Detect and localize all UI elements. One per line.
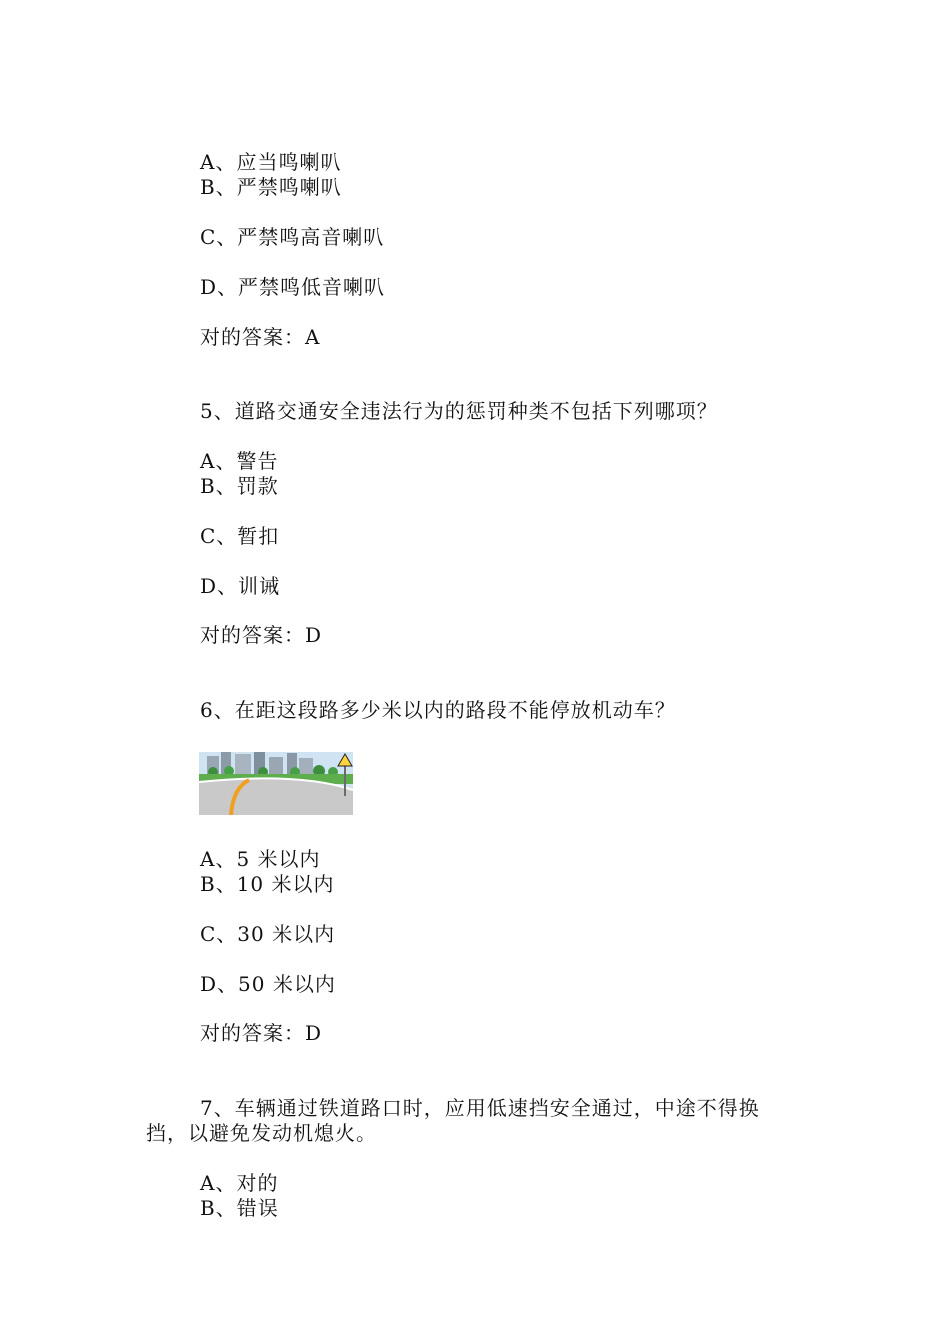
q7-question-line1: 7、车辆通过铁道路口时，应用低速挡安全通过，中途不得换 (200, 1096, 760, 1120)
q4-option-a: A、应当鸣喇叭 (200, 150, 342, 174)
q4-answer: 对的答案：A (200, 325, 321, 349)
q5-option-a: A、警告 (200, 449, 279, 473)
q6-answer: 对的答案：D (200, 1021, 323, 1045)
q5-option-c: C、暂扣 (200, 524, 280, 548)
q7-option-b: B、错误 (200, 1196, 279, 1220)
q6-option-b: B、10 米以内 (200, 872, 335, 896)
q4-option-b: B、严禁鸣喇叭 (200, 175, 342, 199)
q6-option-c: C、30 米以内 (200, 922, 336, 946)
q6-question: 6、在距这段路多少米以内的路段不能停放机动车？ (200, 698, 676, 722)
curved-road-image (199, 752, 353, 815)
q5-option-d: D、训诫 (200, 574, 281, 598)
q4-option-c: C、严禁鸣高音喇叭 (200, 225, 385, 249)
q7-option-a: A、对的 (200, 1171, 279, 1195)
q5-question: 5、道路交通安全违法行为的惩罚种类不包括下列哪项？ (200, 399, 718, 423)
q6-option-a: A、5 米以内 (200, 847, 321, 871)
q5-answer: 对的答案：D (200, 623, 323, 647)
q4-option-d: D、严禁鸣低音喇叭 (200, 275, 386, 299)
q5-option-b: B、罚款 (200, 474, 279, 498)
q6-option-d: D、50 米以内 (200, 972, 336, 996)
q7-question-line2: 挡，以避免发动机熄火。 (146, 1121, 377, 1145)
